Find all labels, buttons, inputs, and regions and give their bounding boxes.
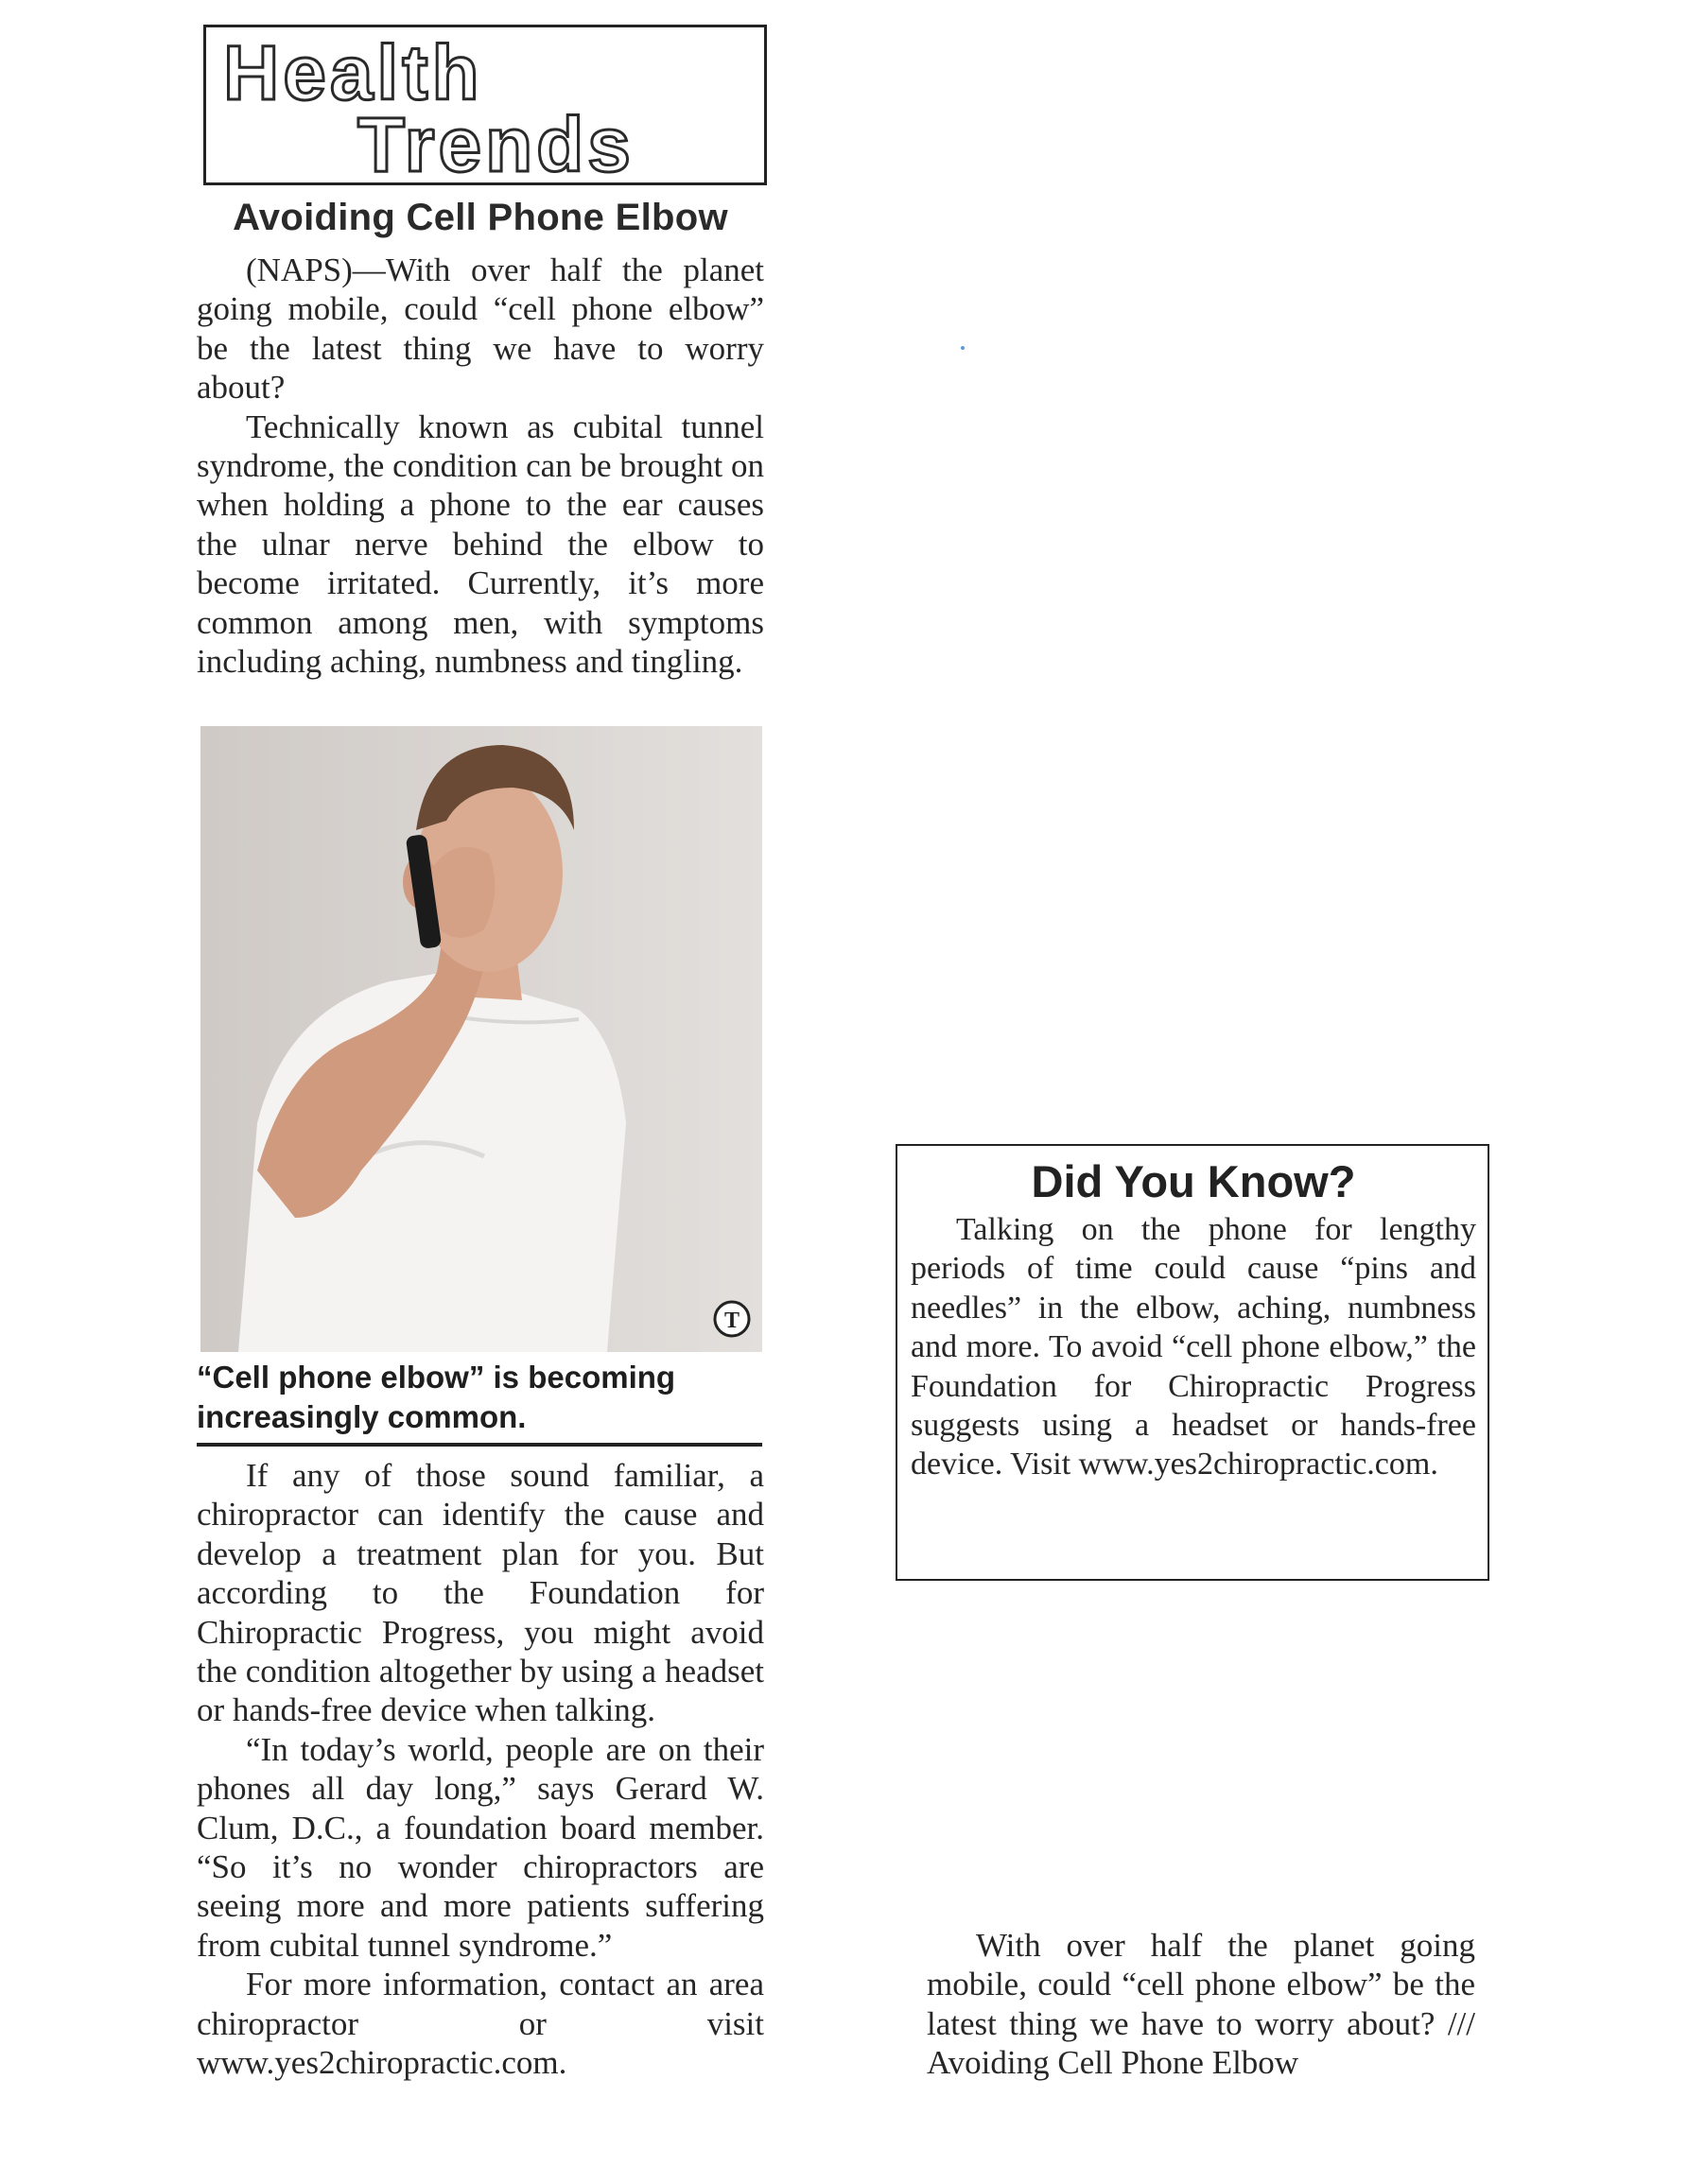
article-paragraph: Technically known as cubital tunnel syndrome, the condition can be brought on when holding a phone to the ear causes the ulnar nerve behind the elbow to become irritated. Currently, it’s more common among men, with symptoms including aching, numbness and tingling. [197, 407, 764, 681]
masthead-line1: Health [223, 30, 483, 116]
masthead-box [203, 25, 767, 185]
article-body-top [197, 251, 764, 681]
man-on-cell-phone-photo [200, 726, 762, 1352]
article-paragraph: If any of those sound familiar, a chiropractor can identify the cause and develop a treatment plan for you. But according to the Foundation for Chiropractic Progress, you might avoid the condition altogether by using a headset or hands-free device when talking. [197, 1457, 764, 1729]
did-you-know-title: Did You Know? [1031, 1156, 1356, 1206]
masthead-logo [206, 27, 764, 182]
did-you-know-box [896, 1144, 1489, 1581]
article-headline: Avoiding Cell Phone Elbow [233, 197, 728, 238]
masthead-line2: Trends [357, 102, 635, 182]
article-paragraph: (NAPS)—With over half the planet going mobile, could “cell phone elbow” be the latest thing we have to worry about? [197, 251, 764, 407]
article-body-bottom [197, 1456, 764, 2083]
photo-caption: “Cell phone elbow” is becoming increasingly common. [197, 1358, 762, 1447]
photo-logo-letter: T [723, 1309, 740, 1333]
article-photo [200, 726, 762, 1352]
summary-blurb: With over half the planet going mobile, could “cell phone elbow” be the latest thing we have to worry about? /// Avoiding Cell Phone Elbow [927, 1927, 1475, 2082]
print-speck [961, 346, 965, 350]
article-paragraph: For more information, contact an area chiropractor or visit www.yes2chiropractic.com. [197, 1966, 764, 2082]
article-paragraph: “In today’s world, people are on their phones all day long,” says Gerard W. Clum, D.C., a foundation board member. “So it’s no wonder chiropractors are seeing more and more patients suffering from cubital tunnel syndrome.” [197, 1730, 764, 1964]
did-you-know-text: Talking on the phone for lengthy periods of time could cause “pins and needles” in the elbow, aching, numbness and more. To avoid “cell phone elbow,” the Foundation for Chiropractic Progress suggests using a headset or hands-free device. Visit www.yes2chiropractic.com. [911, 1212, 1476, 1482]
